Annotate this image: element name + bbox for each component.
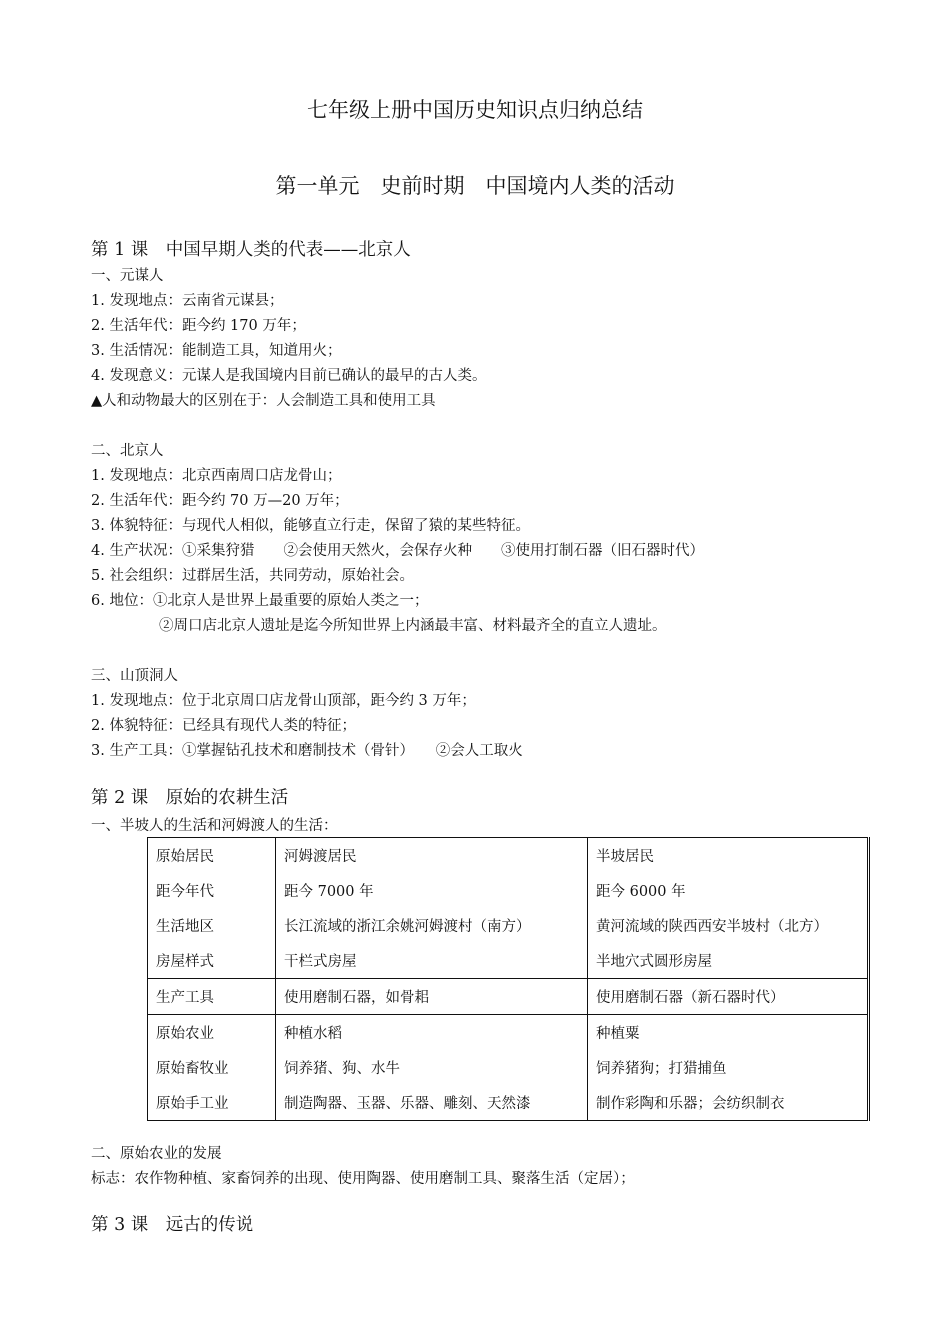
table-cell: 原始农业 bbox=[148, 1015, 276, 1051]
lesson-3-title: 第 3 课 远古的传说 bbox=[91, 1215, 254, 1235]
table-row bbox=[148, 1085, 869, 1121]
table-cell: 距今 7000 年 bbox=[276, 873, 588, 908]
table-row bbox=[148, 908, 869, 943]
table-cell: 使用磨制石器（新石器时代） bbox=[588, 979, 869, 1015]
table-cell: 半坡居民 bbox=[596, 849, 654, 865]
table-cell: 河姆渡居民 bbox=[276, 838, 588, 874]
table-cell: 种植粟 bbox=[588, 1015, 869, 1051]
table-cell: 使用磨制石器，如骨耜 bbox=[276, 979, 588, 1015]
lesson-2-section-2 bbox=[91, 1142, 911, 1192]
section-heading-beijing: 二、北京人 bbox=[91, 443, 164, 459]
table-cell: 房屋样式 bbox=[148, 943, 276, 979]
text-line: 6. 地位：①北京人是世界上最重要的原始人类之一； bbox=[91, 593, 429, 609]
table-cell: 饲养猪狗；打猎捕鱼 bbox=[596, 1061, 727, 1077]
table-cell: 种植水稻 bbox=[276, 1015, 588, 1051]
table-cell: 制作彩陶和乐器；会纺织制衣 bbox=[596, 1096, 785, 1112]
table-row bbox=[148, 943, 869, 979]
key-point-line: ▲人和动物最大的区别在于：人会制造工具和使用工具 bbox=[91, 393, 436, 409]
lesson-1-body bbox=[91, 264, 911, 764]
text-line: 1. 发现地点：位于北京周口店龙骨山顶部，距今约 3 万年； bbox=[91, 693, 476, 709]
text-line: 标志：农作物种植、家畜饲养的出现、使用陶器、使用磨制工具、聚落生活（定居）； bbox=[91, 1171, 635, 1187]
table-cell: 黄河流域的陕西西安半坡村（北方） bbox=[596, 919, 828, 935]
text-line: 2. 生活年代：距今约 170 万年； bbox=[91, 318, 306, 334]
table-row bbox=[148, 1015, 869, 1051]
text-line: 2. 体貌特征：已经具有现代人类的特征； bbox=[91, 718, 356, 734]
section-heading: 一、半坡人的生活和河姆渡人的生活： bbox=[91, 818, 338, 834]
text-line: 1. 发现地点：云南省元谋县； bbox=[91, 293, 284, 309]
table-cell: 制造陶器、玉器、乐器、雕刻、天然漆 bbox=[276, 1085, 588, 1121]
table-cell: 距今 6000 年 bbox=[596, 884, 686, 900]
table-cell: 生活地区 bbox=[148, 908, 276, 943]
table-row bbox=[148, 1050, 869, 1085]
unit-title: 第一单元 史前时期 中国境内人类的活动 bbox=[275, 174, 675, 198]
text-line: 4. 发现意义：元谋人是我国境内目前已确认的最早的古人类。 bbox=[91, 368, 487, 384]
section-heading-yuanmou: 一、元谋人 bbox=[91, 268, 164, 284]
table-cell: 半地穴式圆形房屋 bbox=[596, 954, 712, 970]
text-line: 5. 社会组织：过群居生活，共同劳动，原始社会。 bbox=[91, 568, 414, 584]
text-line: 3. 生活情况：能制造工具，知道用火； bbox=[91, 343, 342, 359]
table-cell: 生产工具 bbox=[148, 979, 276, 1015]
table-row bbox=[148, 873, 869, 908]
comparison-table bbox=[147, 837, 870, 1121]
lesson-2-section-1 bbox=[91, 814, 911, 839]
table-row bbox=[148, 838, 869, 874]
section-heading: 二、原始农业的发展 bbox=[91, 1146, 222, 1162]
table-cell: 饲养猪、狗、水牛 bbox=[276, 1050, 588, 1085]
lesson-2-title: 第 2 课 原始的农耕生活 bbox=[91, 788, 289, 808]
table-cell: 距今年代 bbox=[148, 873, 276, 908]
table-row bbox=[148, 979, 869, 1015]
table-cell: 长江流域的浙江余姚河姆渡村（南方） bbox=[276, 908, 588, 943]
text-line: 4. 生产状况：①采集狩猎 ②会使用天然火，会保存火种 ③使用打制石器（旧石器时代） bbox=[91, 543, 704, 559]
text-line-indented: ②周口店北京人遗址是迄今所知世界上内涵最丰富、材料最齐全的直立人遗址。 bbox=[159, 618, 667, 634]
section-heading-shandingdong: 三、山顶洞人 bbox=[91, 668, 178, 684]
table-cell: 干栏式房屋 bbox=[276, 943, 588, 979]
blank-line bbox=[91, 639, 911, 664]
table-cell: 原始手工业 bbox=[148, 1085, 276, 1121]
document-title: 七年级上册中国历史知识点归纳总结 bbox=[307, 98, 643, 122]
table-cell: 原始居民 bbox=[148, 838, 276, 874]
text-line: 1. 发现地点：北京西南周口店龙骨山； bbox=[91, 468, 342, 484]
text-line: 3. 生产工具：①掌握钻孔技术和磨制技术（骨针） ②会人工取火 bbox=[91, 743, 523, 759]
blank-line bbox=[91, 414, 911, 439]
table-cell: 原始畜牧业 bbox=[148, 1050, 276, 1085]
lesson-1-title: 第 1 课 中国早期人类的代表——北京人 bbox=[91, 240, 411, 260]
text-line: 3. 体貌特征：与现代人相似，能够直立行走，保留了猿的某些特征。 bbox=[91, 518, 530, 534]
text-line: 2. 生活年代：距今约 70 万—20 万年； bbox=[91, 493, 349, 509]
